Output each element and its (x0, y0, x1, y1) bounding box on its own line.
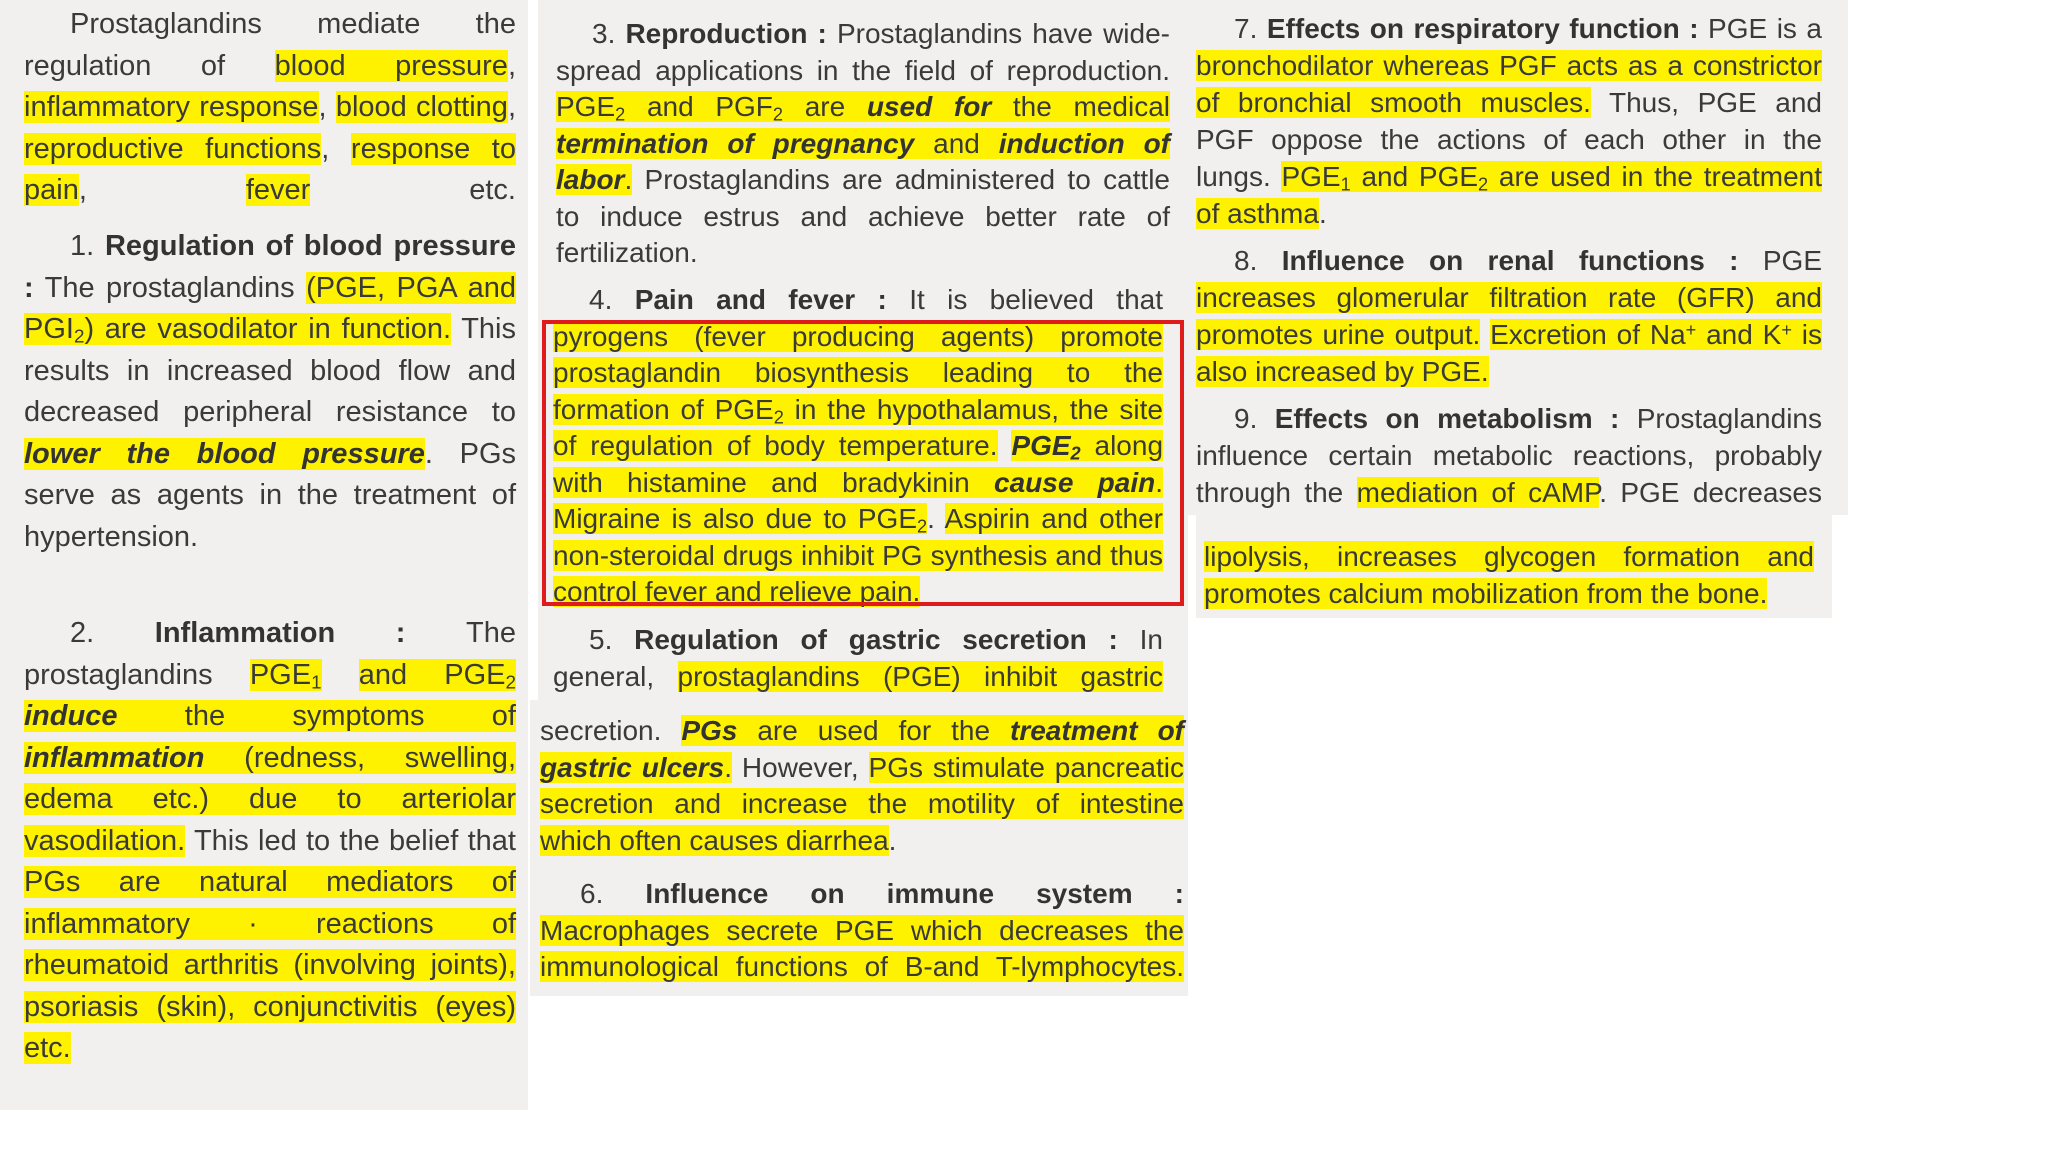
section-5-paragraph-b: secretion. PGs are used for the treatment of gastric ulcers. However, PGs stimulate pancreatic secretion and increase the motility of intestine which often causes diarrhea. (540, 715, 1184, 856)
section-8-heading: Influence on renal functions : (1281, 245, 1739, 276)
section-6-paragraph: 6. Influence on immune system : Macrophages secrete PGE which decreases the immunological functions of B-and T-lymphocytes. (540, 878, 1184, 982)
section-2-heading: Inflammation : (154, 617, 467, 649)
section-3-paragraph: 3. Reproduction : Prostaglandins have wide-spread applications in the field of reproduction. $PGE_2$ and $PGF_2$ are used for the medical termination of pregnancy and induction of labor. Prostaglandins are administered to cattle to induce estrus and achieve better rate of fertilization. (556, 18, 1171, 268)
section-9-paragraph: 9. Effects on metabolism : Prostaglandins influence certain metabolic reactions, probably through the mediation of cAMP. PGE decreases (1196, 403, 1823, 508)
section-9-heading: Effects on metabolism : (1274, 403, 1620, 434)
section-7-heading: Effects on respiratory function : (1266, 13, 1699, 44)
section-4-heading: Pain and fever : (634, 284, 887, 315)
intro-paragraph: Prostaglandins mediate the regulation of blood pressure, inflammatory response, blood clotting, reproductive functions, response to pain, fever etc. (24, 8, 517, 206)
section-8-paragraph: 8. Influence on renal functions : PGE increases glomerular filtration rate (GFR) and promotes urine output. Excretion of Na+ and K+ is also increased by PGE. (1196, 245, 1823, 387)
section-7-paragraph: 7. Effects on respiratory function : PGE is a bronchodilator whereas PGF acts as a constrictor of bronchial smooth muscles. Thus, PGE and PGF oppose the actions of each other in the lungs. $PGE_1$ and $PGE_2$ are used in the treatment of asthma. (1196, 13, 1822, 229)
section-3-heading: Reproduction : (625, 18, 827, 49)
section-1-heading: Regulation of blood pressure : (24, 230, 516, 304)
section-2-paragraph: 2. Inflammation : The prostaglandins $PGE_1$ and $PGE_2$ induce the symptoms of inflammation (redness, swelling, edema etc.) due to arteriolar vasodilation. This led to the belief that PGs are natural mediators of inflammatory · reactions of rheumatoid arthritis (involving joints), psoriasis (skin), conjunctivitis (eyes) etc. (24, 617, 517, 1064)
section-1-paragraph: 1. Regulation of blood pressure : The prostaglandins (PGE, PGA and $PGI_2$) are vasodilator in function. This results in increased blood flow and decreased peripheral resistance to lower the blood pressure. PGs serve as agents in the treatment of hypertension. (24, 230, 517, 553)
section-5-heading: Regulation of gastric secretion : (634, 624, 1118, 655)
section-6-heading: Influence on immune system : (645, 878, 1184, 909)
highlight-box (542, 320, 1184, 606)
section-5-paragraph-a: 5. Regulation of gastric secretion : In general, prostaglandins (PGE) inhibit gastric (553, 624, 1163, 692)
section-9-continuation: lipolysis, increases glycogen formation and promotes calcium mobilization from the bone. (1204, 541, 1814, 609)
section-4-paragraph: 4. Pain and fever : It is believed that pyrogens (fever producing agents) promote prostaglandin biosynthesis leading to the formation of $PGE_2$ in the hypothalamus, the site of regulation of body temperature. $PGE_2$ along with histamine and bradykinin cause pain. Migraine is also due to $PGE_2$. Aspirin and other non-steroidal drugs inhibit PG synthesis and thus control fever and relieve pain. (553, 284, 1164, 607)
